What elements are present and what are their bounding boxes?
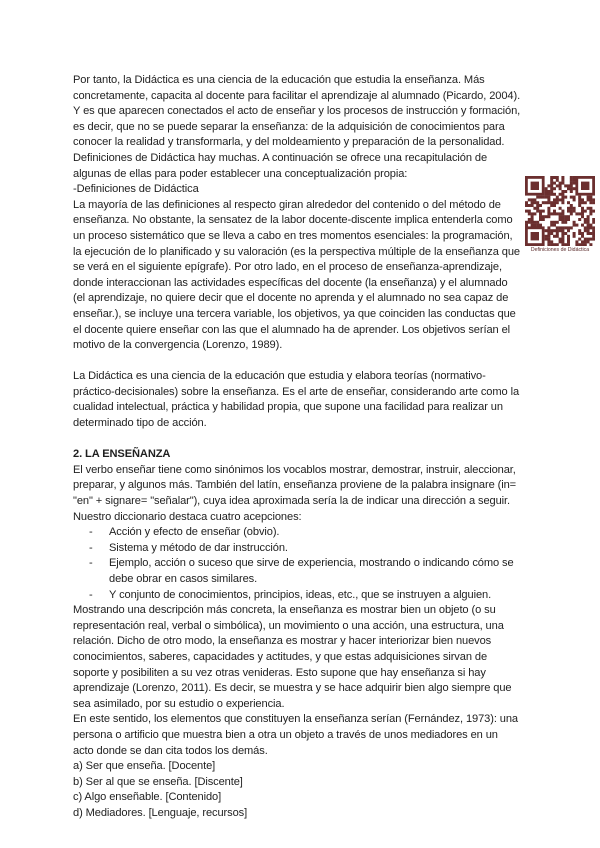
elemento-item: b) Ser al que se enseña. [Discente]	[73, 775, 243, 788]
paragraph-definiciones: La mayoría de las definiciones al respecto giran alrededor del contenido o del método de enseñanza. No obstante, la sensatez de la labor docente-discente implica entenderla como un proceso sistemático que se lleva a cabo en tres momentos esenciales: la programación, la ejecución de lo planificado y su valoración (es la perspectiva múltiple de la enseñanza que se verá en el siguiente epígrafe). Por otro lado, en el proceso de enseñanza-aprendizaje, donde interaccionan las actividades específicas del docente (la enseñanza) y el alumnado (el aprendizaje, no quiere decir que el docente no aprenda y el alumnado no sea capaz de enseñar.), se incluye una tercera variable, los objetivos, ya que coinciden las conductas que el docente quiere enseñar con las que el alumnado ha de aprender. Los objetivos serían el motivo de la convergencia (Lorenzo, 1989).	[73, 198, 520, 352]
paragraph-gap	[73, 354, 521, 370]
paragraph-didactica-ciencia: La Didáctica es una ciencia de la educación que estudia y elabora teorías (normativo-práctico-decisionales) sobre la enseñanza. Es el arte de enseñar, considerando arte como la cualidad intelectual, práctica y habilidad propia, que supone una facilidad para realizar un determinado tipo de acción.	[73, 370, 520, 430]
elemento-item: c) Algo enseñable. [Contenido]	[73, 791, 222, 804]
paragraph-elementos-intro: En este sentido, los elementos que constituyen la enseñanza serían (Fernández, 1973): una persona o artificio que muestra bien a otra un objeto a través de unos mediadores en un acto donde se dan cita todos los demás.	[73, 713, 519, 757]
acepciones-list	[73, 525, 521, 603]
elemento-item: d) Mediadores. [Lenguaje, recursos]	[73, 806, 248, 819]
list-item: - Ejemplo, acción o suceso que sirve de experiencia, mostrando o indicando cómo se debe obrar en casos similares.	[73, 556, 521, 587]
paragraph-verbo-ensenar: El verbo enseñar tiene como sinónimos los vocablos mostrar, demostrar, instruir, aleccionar, preparar, y algunos más. También del latín, enseñanza proviene de la palabra insignare (in= "en" + signare= "señalar"), cuya idea aproximada sería la de indicar una dirección a seguir.	[73, 463, 517, 508]
paragraph-acepciones-intro: Nuestro diccionario destaca cuatro acepciones:	[73, 510, 302, 523]
list-item: - Y conjunto de conocimientos, principios, ideas, etc., que se instruyen a alguien.	[73, 588, 521, 604]
subheading-definiciones: -Definiciones de Didáctica	[73, 183, 199, 196]
qr-caption: Definiciones de Didáctica	[530, 247, 590, 253]
qr-code-icon[interactable]	[525, 176, 595, 246]
paragraph-gap	[73, 432, 521, 448]
list-item: - Acción y efecto de enseñar (obvio).	[73, 525, 521, 541]
document-body	[73, 73, 521, 822]
paragraph-didactica-intro: Por tanto, la Didáctica es una ciencia de la educación que estudia la enseñanza. Más concretamente, capacita al docente para facilitar el aprendizaje al alumnado (Picardo, 2004). Y es que aparecen conectados el acto de enseñar y los procesos de instrucción y formación, es decir, que no se puede separar la enseñanza: de la adquisición de conocimientos para conocer la realidad y transformarla, y del moldeamiento y preparación de la personalidad. Definiciones de Didáctica hay muchas. A continuación se ofrece una recapitulación de algunas de ellas para poder establecer una conceptualización propia:	[73, 74, 521, 180]
elemento-item: a) Ser que enseña. [Docente]	[73, 760, 216, 773]
qr-code-block[interactable]	[525, 176, 595, 256]
section-heading-ensenanza: 2. LA ENSEÑANZA	[73, 448, 171, 461]
paragraph-descripcion-concreta: Mostrando una descripción más concreta, la enseñanza es mostrar bien un objeto (o su representación real, verbal o simbólica), un movimiento o una acción, una estructura, una relación. Dicho de otro modo, la enseñanza es mostrar y hacer interiorizar bien nuevos conocimientos, saberes, capacidades y actitudes, y que estas adquisiciones sirvan de soporte y posibiliten a su vez otras venideras. Esto supone que hay enseñanza si hay aprendizaje (Lorenzo, 2011). Es decir, se muestra y se hace adquirir bien algo siempre que sea asimilado, por su estudio o experiencia.	[73, 604, 512, 710]
list-item: - Sistema y método de dar instrucción.	[73, 541, 521, 557]
